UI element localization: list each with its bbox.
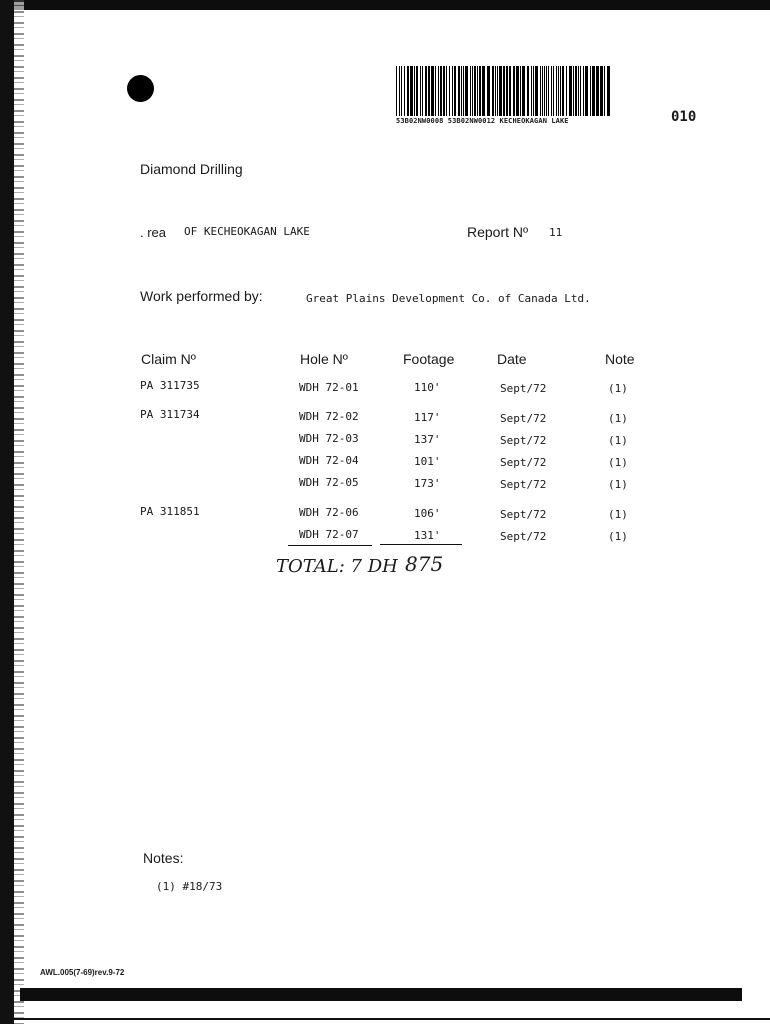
work-performed-label: Work performed by: xyxy=(140,288,263,304)
scan-border-bottom xyxy=(20,988,742,1001)
hole-cell: WDH 72-06 xyxy=(299,506,359,519)
area-value: OF KECHEOKAGAN LAKE xyxy=(184,225,310,238)
barcode-bar xyxy=(407,66,409,116)
barcode-bar xyxy=(513,66,515,116)
barcode-bar xyxy=(438,66,439,116)
area-label: . rea xyxy=(140,225,167,240)
barcode-bar xyxy=(506,66,508,116)
date-cell: Sept/72 xyxy=(500,434,547,447)
note-cell: (1) xyxy=(608,456,628,469)
barcode-bar xyxy=(509,66,511,116)
barcode-bar xyxy=(431,66,434,116)
punch-hole xyxy=(127,75,154,102)
barcode-bar xyxy=(556,66,557,116)
barcode-bar xyxy=(428,66,430,116)
barcode-bar xyxy=(404,66,405,116)
hole-cell: WDH 72-03 xyxy=(299,432,359,445)
barcode-bar xyxy=(607,66,610,116)
barcode-bar xyxy=(558,66,559,116)
footage-cell: 131' xyxy=(414,529,441,542)
date-cell: Sept/72 xyxy=(500,382,547,395)
barcode-bar xyxy=(600,66,603,116)
barcode-bar xyxy=(540,66,541,116)
note-cell: (1) xyxy=(608,382,628,395)
hole-cell: WDH 72-02 xyxy=(299,410,359,423)
hole-cell: WDH 72-04 xyxy=(299,454,359,467)
barcode-bar xyxy=(458,66,460,116)
page-number: 010 xyxy=(671,109,697,125)
barcode-bar xyxy=(520,66,521,116)
scan-border-noise xyxy=(14,0,24,1024)
barcode-bar xyxy=(414,66,415,116)
barcode-bar xyxy=(425,66,427,116)
scan-border-top xyxy=(0,0,770,10)
barcode-bar xyxy=(435,66,436,116)
hole-cell: WDH 72-05 xyxy=(299,476,359,489)
barcode-bar xyxy=(499,66,502,116)
barcode-bar xyxy=(482,66,485,116)
barcode-bar xyxy=(604,66,605,116)
note-cell: (1) xyxy=(608,412,628,425)
barcode-bar xyxy=(583,66,584,116)
barcode-bar xyxy=(452,66,453,116)
barcode-bar xyxy=(522,66,525,116)
column-header-footage: Footage xyxy=(403,351,455,367)
barcode-bar xyxy=(527,66,529,116)
note-cell: (1) xyxy=(608,434,628,447)
hole-cell: WDH 72-01 xyxy=(299,381,359,394)
barcode-bar xyxy=(569,66,572,116)
scan-border-bottom-line xyxy=(0,1018,770,1020)
note-cell: (1) xyxy=(608,508,628,521)
footage-cell: 110' xyxy=(414,381,441,394)
barcode-bar xyxy=(578,66,579,116)
barcode-bar xyxy=(551,66,552,116)
barcode-bar xyxy=(553,66,554,116)
footage-cell: 106' xyxy=(414,507,441,520)
note-cell: (1) xyxy=(608,478,628,491)
date-cell: Sept/72 xyxy=(500,412,547,425)
barcode-bar xyxy=(477,66,478,116)
barcode-bar xyxy=(422,66,423,116)
claim-cell: PA 311851 xyxy=(140,505,200,518)
barcode-bar xyxy=(495,66,496,116)
barcode-bar xyxy=(487,66,490,116)
barcode-bar xyxy=(562,66,564,116)
hole-column-underline xyxy=(288,545,372,546)
date-cell: Sept/72 xyxy=(500,478,547,491)
barcode-bar xyxy=(560,66,561,116)
barcode-bar xyxy=(416,66,418,116)
barcode-bar xyxy=(463,66,464,116)
barcode-bar xyxy=(497,66,498,116)
claim-cell: PA 311734 xyxy=(140,408,200,421)
footage-cell: 173' xyxy=(414,477,441,490)
barcode-bar xyxy=(401,66,402,116)
footage-cell: 101' xyxy=(414,455,441,468)
note-item: (1) #18/73 xyxy=(156,880,223,893)
barcode-bar xyxy=(454,66,456,116)
barcode-bar xyxy=(470,66,471,116)
column-header-hole: Hole Nº xyxy=(300,351,348,367)
barcode-bar xyxy=(479,66,481,116)
date-cell: Sept/72 xyxy=(500,456,547,469)
document-title: Diamond Drilling xyxy=(140,161,243,177)
work-performed-value: Great Plains Development Co. of Canada Ltd. xyxy=(306,292,591,305)
barcode-bar xyxy=(535,66,538,116)
report-label: Report Nº xyxy=(467,224,529,240)
scan-border-left xyxy=(0,0,14,1024)
footage-cell: 137' xyxy=(414,433,441,446)
barcode-bar xyxy=(533,66,534,116)
barcode-bar xyxy=(472,66,473,116)
barcode-bar xyxy=(410,66,413,116)
date-cell: Sept/72 xyxy=(500,508,547,521)
barcode-bar xyxy=(573,66,574,116)
barcode-bar xyxy=(590,66,591,116)
report-number: 11 xyxy=(549,226,563,239)
barcode-bar xyxy=(542,66,543,116)
barcode-bar xyxy=(566,66,567,116)
notes-label: Notes: xyxy=(143,850,184,866)
barcode-bar xyxy=(420,66,421,116)
hole-cell: WDH 72-07 xyxy=(299,528,359,541)
barcode-bar xyxy=(503,66,505,116)
barcode-bar xyxy=(446,66,447,116)
barcode-bar xyxy=(449,66,450,116)
barcode-bar xyxy=(575,66,577,116)
barcode-bar xyxy=(465,66,468,116)
note-cell: (1) xyxy=(608,530,628,543)
barcode-bar xyxy=(443,66,445,116)
barcode-bar xyxy=(492,66,494,116)
barcode-bar xyxy=(396,66,397,116)
column-header-note: Note xyxy=(605,351,635,367)
handwritten-total-footage: 875 xyxy=(405,552,444,576)
date-cell: Sept/72 xyxy=(500,530,547,543)
column-header-claim: Claim Nº xyxy=(141,351,196,367)
barcode-bar xyxy=(474,66,476,116)
barcode-bar xyxy=(516,66,519,116)
barcode-bar xyxy=(461,66,462,116)
claim-cell: PA 311735 xyxy=(140,379,200,392)
column-header-date: Date xyxy=(497,351,527,367)
barcode-bar xyxy=(544,66,545,116)
barcode-bar xyxy=(440,66,442,116)
footage-cell: 117' xyxy=(414,411,441,424)
barcode-image xyxy=(396,66,612,116)
footage-column-underline xyxy=(380,544,462,545)
barcode-bar xyxy=(580,66,581,116)
barcode-bar xyxy=(592,66,595,116)
barcode-bar xyxy=(596,66,599,116)
barcode-caption: 53B02NW0008 53B02NW0012 KECHEOKAGAN LAKE xyxy=(396,117,569,125)
barcode-bar xyxy=(531,66,532,116)
barcode-bar xyxy=(548,66,549,116)
barcode-bar xyxy=(399,66,400,116)
barcode-bar xyxy=(585,66,588,116)
barcode-bar xyxy=(546,66,547,116)
handwritten-total: TOTAL: 7 DH xyxy=(276,556,398,577)
form-code: AWL.005(7-69)rev.9-72 xyxy=(40,968,125,977)
